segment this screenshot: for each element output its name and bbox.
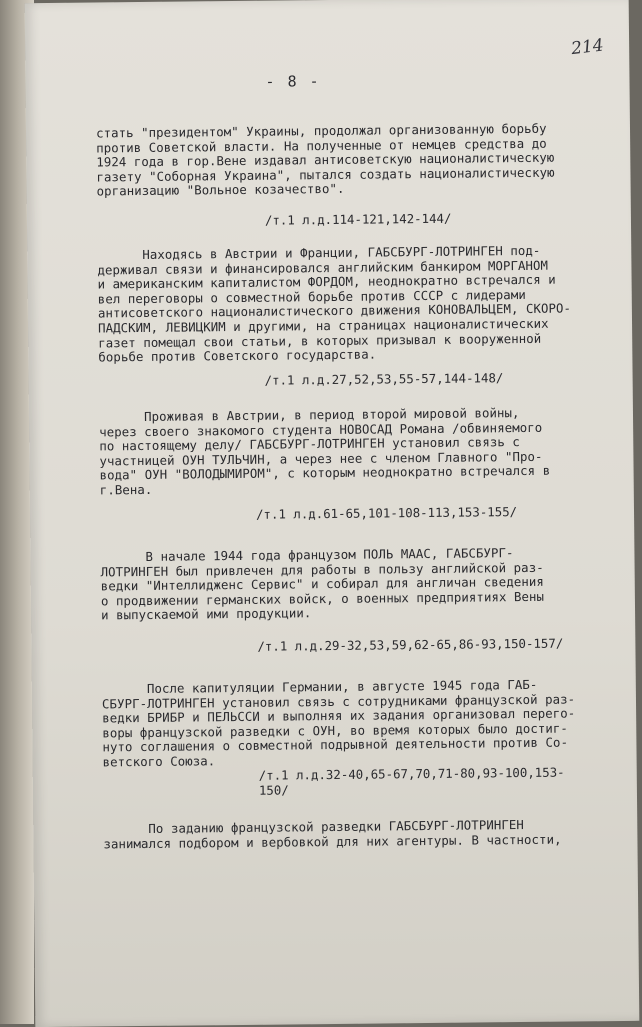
paragraph-3: Проживая в Австрии, в период второй мировой войны, через своего знакомого студента НОВОСАД Романа /обвиняемого по настоящему делу/ ГАБСБУРГ-ЛОТРИНГЕН установил связь с участницей ОУН ТУЛЬЧИН, а через нее с членом Главного "Про- вода" ОУН "ВОЛОДЫМИРОМ", с которым неоднократно встречался в г.Вена. <box>98 405 551 498</box>
paragraph-1: стать "президентом" Украины, продолжал организованную борьбу против Советской власти. На полученные от немцев средства до 1924 года в гор.Вене издавал антисоветскую националистическую газету "Соборная Украина", пытался создать националистическую организацию "Вольное козачество". <box>95 120 555 199</box>
paragraph-4: В начале 1944 года французом ПОЛЬ МААС, ГАБСБУРГ- ЛОТРИНГЕН был привлечен для работы в пользу английской раз- ведки "Интеллидженс Сервис" и собирал для англичан сведения о продвижении германских войск, о военных предприятиях Вены и выпускаемой ими продукции. <box>100 545 545 623</box>
reference-4: /т.1 л.д.29-32,53,59,62-65,86-93,150-157/ <box>257 635 564 654</box>
reference-5: /т.1 л.д.32-40,65-67,70,71-80,93-100,153- 150/ <box>258 764 565 798</box>
reference-2: /т.1 л.д.27,52,53,55-57,144-148/ <box>264 370 504 388</box>
reference-1: /т.1 л.д.114-121,142-144/ <box>264 210 452 228</box>
paragraph-6: По заданию французской разведки ГАБСБУРГ-ЛОТРИНГЕН занимался подбором и вербовкой для них агентуры. В частности, <box>103 817 562 852</box>
paragraph-5: После капитуляции Германии, в августе 1945 года ГАБ- СБУРГ-ЛОТРИНГЕН установил связь с сотрудниками французской раз- ведки БРИБР и ПЕЛЬССИ и выполняя их задания организовал перего- воры французской разведки с ОУН, во время которых было достиг- нуто соглашения о совместной подрывной деятельности против Со- ветского Союза. <box>101 676 576 770</box>
reference-3: /т.1 л.д.61-65,101-108-113,153-155/ <box>255 504 518 522</box>
document-page <box>25 0 640 1027</box>
paragraph-2: Находясь в Австрии и Франции, ГАБСБУРГ-ЛОТРИНГЕН под- держивал связи и финансировался английским банкиром МОРГАНОМ и американским капиталистом ФОРДОМ, неоднократно встречался и вел переговоры о совместной борьбе против СССР с лидерами антисоветского националистического движения КОНОВАЛЬЦЕМ, СКОРО- ПАДСКИМ, ЛЕВИЦКИМ и другими, на страницах националистических газет помещал свои статьи, в которых призывал к вооруженной борьбе против Советского государства. <box>97 242 572 365</box>
page-number: - 8 - <box>265 72 321 91</box>
sheet-number: 214 <box>570 35 605 60</box>
